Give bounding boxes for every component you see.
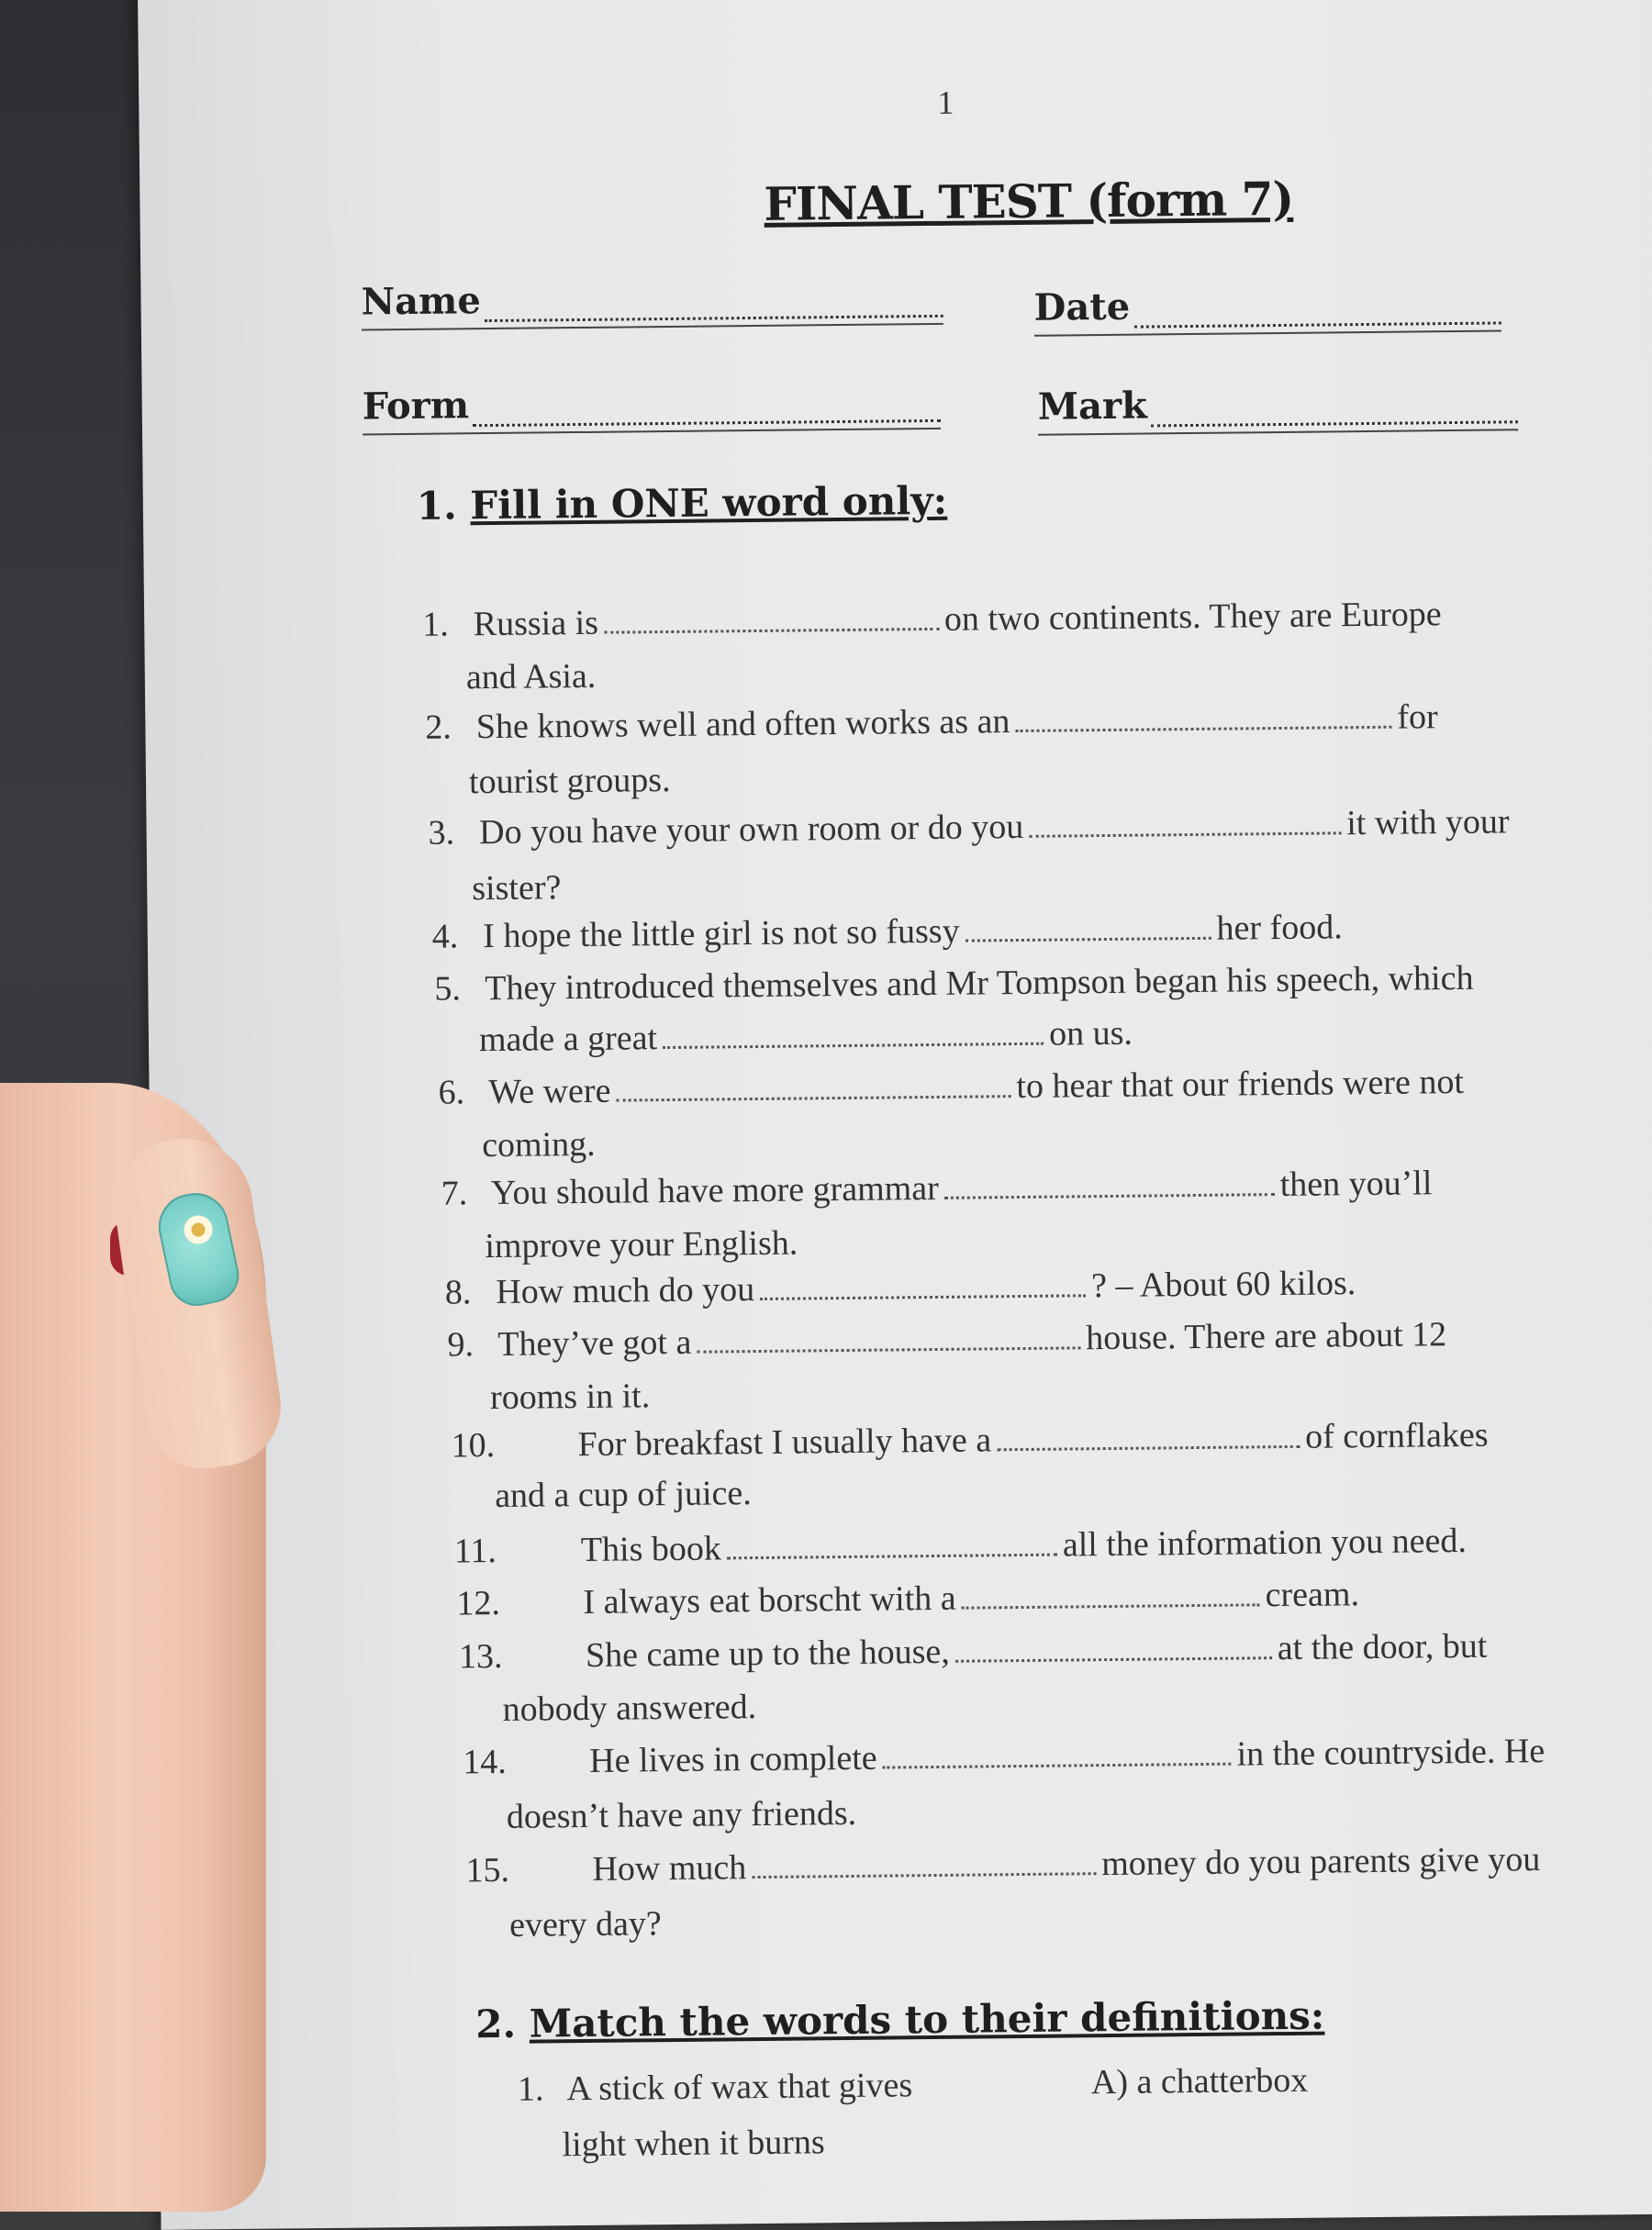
question-text: You should have more grammar	[490, 1168, 939, 1213]
date-underline	[1034, 329, 1501, 336]
question-number: 12.	[456, 1583, 501, 1623]
question-text: I always eat borscht with a	[583, 1578, 956, 1622]
match-item-1	[518, 2058, 913, 2116]
question-number: 5.	[434, 969, 462, 1009]
question-number: 8.	[444, 1273, 472, 1312]
question-text: on us.	[1048, 1013, 1133, 1054]
question-number: 10.	[451, 1426, 496, 1466]
question-9-continuation: rooms in it.	[489, 1377, 651, 1418]
answer-blank[interactable]	[752, 1845, 1096, 1879]
question-text: They introduced themselves and Mr Tompson began his speech, which	[485, 958, 1474, 1009]
answer-blank[interactable]	[1029, 804, 1341, 838]
question-text: made a great	[478, 1019, 658, 1060]
question-text: house. There are about 12	[1086, 1315, 1447, 1358]
answer-blank[interactable]	[616, 1067, 1010, 1102]
question-number: 3.	[428, 813, 455, 853]
question-7-continuation: improve your English.	[485, 1223, 798, 1266]
paper-sheet	[138, 0, 1652, 2230]
nail-flower-decoration	[180, 1211, 217, 1248]
question-2	[425, 690, 1438, 754]
answer-blank[interactable]	[760, 1266, 1086, 1300]
match-option-a: A) a chatterbox	[1090, 2060, 1309, 2102]
question-number: 15.	[465, 1850, 510, 1890]
question-9	[447, 1308, 1446, 1371]
form-label: Form	[362, 384, 470, 429]
question-number: 9.	[447, 1325, 474, 1365]
question-text: at the door, but	[1277, 1626, 1488, 1668]
answer-blank[interactable]	[944, 1165, 1275, 1199]
document	[138, 0, 1652, 2230]
question-text: She knows well and often works as an	[475, 702, 1010, 747]
question-number: 2.	[425, 708, 452, 747]
question-number: 7.	[441, 1174, 468, 1213]
question-12	[456, 1567, 1359, 1630]
answer-blank[interactable]	[997, 1418, 1300, 1451]
match-text: A stick of wax that gives	[566, 2066, 913, 2109]
question-text: to hear that our friends were not	[1016, 1062, 1465, 1107]
question-13-continuation: nobody answered.	[502, 1688, 757, 1729]
match-item-1-continuation: light when it burns	[562, 2123, 825, 2165]
question-3-continuation: sister?	[472, 868, 562, 909]
mark-label: Mark	[1037, 384, 1148, 429]
section-2-title: Match the words to their definitions:	[529, 1992, 1325, 2046]
question-3	[428, 795, 1510, 859]
question-text: in the countryside. He	[1236, 1732, 1546, 1774]
question-5	[434, 952, 1474, 1016]
answer-blank[interactable]	[965, 909, 1211, 942]
section-2-heading	[475, 1993, 1325, 2047]
question-6-continuation: coming.	[481, 1124, 596, 1165]
mark-field[interactable]	[1038, 380, 1518, 428]
name-underline	[362, 323, 943, 331]
name-blank[interactable]	[485, 285, 943, 322]
question-text: How much	[592, 1848, 747, 1889]
question-text: He lives in complete	[589, 1738, 877, 1780]
question-7	[441, 1156, 1432, 1220]
answer-blank[interactable]	[955, 1629, 1272, 1663]
answer-blank[interactable]	[882, 1735, 1231, 1769]
question-number: 11.	[453, 1532, 497, 1571]
match-number: 1.	[517, 2069, 544, 2109]
date-field[interactable]	[1033, 281, 1501, 329]
question-1	[422, 587, 1442, 652]
answer-blank[interactable]	[727, 1526, 1057, 1560]
name-label: Name	[361, 279, 482, 324]
question-text: all the information you need.	[1062, 1521, 1468, 1565]
question-text: her food.	[1216, 908, 1343, 948]
question-text: I hope the little girl is not so fussy	[483, 911, 960, 956]
answer-blank[interactable]	[663, 1015, 1044, 1049]
question-14-continuation: doesn’t have any friends.	[506, 1793, 857, 1836]
question-text: They’ve got a	[497, 1322, 692, 1364]
form-field[interactable]	[363, 379, 942, 429]
question-5-continuation	[479, 1007, 1133, 1066]
question-2-continuation: tourist groups.	[468, 760, 671, 802]
question-text: For breakfast I usually have a	[577, 1421, 992, 1465]
question-text: money do you parents give you	[1101, 1840, 1541, 1884]
form-blank[interactable]	[473, 390, 941, 427]
name-field[interactable]	[361, 274, 943, 324]
question-text: of cornflakes	[1304, 1415, 1489, 1456]
answer-blank[interactable]	[604, 600, 939, 634]
answer-blank[interactable]	[1015, 698, 1391, 732]
question-number: 14.	[463, 1742, 507, 1782]
question-number: 1.	[422, 605, 449, 644]
section-1-number: 1.	[416, 483, 458, 529]
question-text: Russia is	[473, 603, 599, 644]
question-text: She came up to the house,	[585, 1632, 951, 1675]
question-15	[465, 1833, 1540, 1897]
question-text: How much do you	[496, 1270, 755, 1311]
mark-underline	[1038, 429, 1518, 435]
question-text: Do you have your own room or do you	[478, 807, 1024, 853]
question-6	[438, 1055, 1464, 1120]
mark-blank[interactable]	[1151, 391, 1518, 427]
question-text: on two continents. They are Europe	[943, 595, 1442, 639]
page-number: 1	[937, 84, 954, 121]
question-10	[451, 1409, 1489, 1473]
question-15-continuation: every day?	[508, 1904, 662, 1945]
question-text: cream.	[1265, 1575, 1360, 1615]
question-number: 4.	[431, 917, 459, 956]
question-text: it with your	[1345, 802, 1510, 843]
question-text: ? – About 60 kilos.	[1090, 1264, 1356, 1306]
answer-blank[interactable]	[697, 1319, 1080, 1353]
question-14	[463, 1724, 1546, 1789]
question-number: 6.	[438, 1073, 465, 1112]
answer-blank[interactable]	[961, 1576, 1259, 1609]
section-1-heading	[417, 478, 948, 529]
question-10-continuation: and a cup of juice.	[494, 1474, 753, 1516]
question-text: We were	[488, 1071, 611, 1112]
section-2-number: 2.	[474, 2001, 517, 2047]
page-title: FINAL TEST (form 7)	[764, 171, 1294, 231]
section-1-title: Fill in ONE word only:	[470, 477, 948, 529]
question-text: This book	[580, 1529, 722, 1570]
question-text: for	[1397, 697, 1438, 737]
form-underline	[363, 428, 941, 436]
question-13	[459, 1620, 1488, 1684]
question-number: 13.	[458, 1636, 503, 1677]
question-1-continuation: and Asia.	[465, 656, 597, 697]
date-label: Date	[1033, 284, 1131, 329]
date-blank[interactable]	[1133, 292, 1501, 328]
question-text: then you’ll	[1279, 1164, 1433, 1205]
